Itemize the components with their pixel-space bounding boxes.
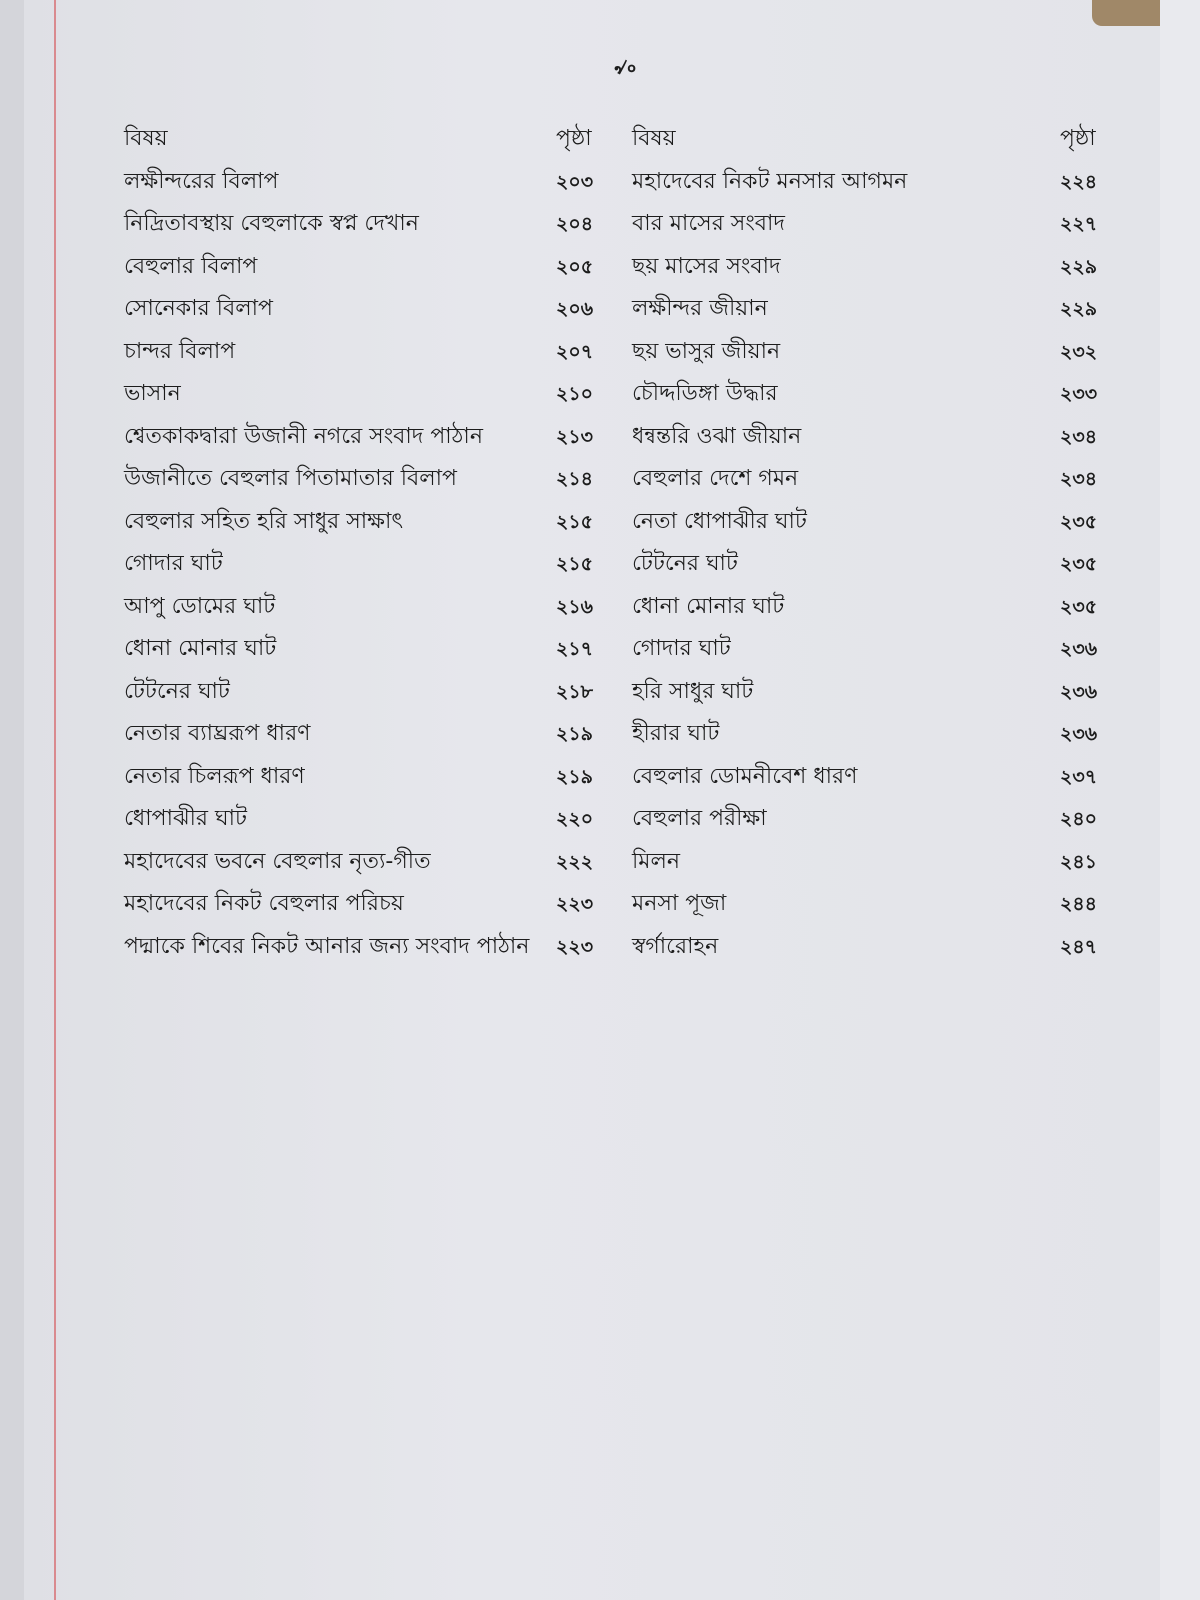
toc-entry: [632, 586, 1124, 629]
entry-page: ২১৫: [556, 510, 594, 533]
entry-title: লক্ষীন্দরের বিলাপ: [124, 168, 279, 194]
toc-entry: [124, 628, 604, 671]
entry-page: ২২৯: [1060, 298, 1098, 320]
entry-title: নিদ্রিতাবস্থায় বেহুলাকে স্বপ্ন দেখান: [124, 211, 419, 236]
entry-title: বার মাসের সংবাদ: [632, 211, 785, 236]
entry-page: ২৩৫: [1060, 510, 1098, 533]
entry-title: টেটনের ঘাট: [632, 551, 738, 576]
entry-page: ২৩২: [1060, 340, 1098, 363]
entry-title: গোদার ঘাট: [124, 551, 223, 576]
entry-page: ২২৭: [1060, 213, 1098, 235]
entry-title: ধন্বন্তরি ওঝা জীয়ান: [632, 423, 802, 449]
entry-title: শ্বেতকাকদ্বারা উজানী নগরে সংবাদ পাঠান: [124, 423, 483, 449]
toc-entry: [632, 756, 1124, 799]
entry-page: ২১৬: [556, 595, 594, 618]
entry-title: ভাসান: [124, 381, 181, 406]
header-subject: বিষয়: [124, 126, 168, 151]
entry-page: ২১৫: [556, 553, 594, 575]
entry-page: ২৩৬: [1060, 723, 1098, 745]
toc-entry: [124, 756, 604, 799]
entry-title: লক্ষীন্দর জীয়ান: [632, 296, 768, 321]
entry-page: ২১৩: [556, 425, 594, 448]
toc-entry: [632, 713, 1124, 756]
entry-title: বেহুলার দেশে গমন: [632, 466, 799, 491]
entry-page: ২০৩: [556, 170, 594, 193]
entry-page: ২৩৭: [1060, 765, 1098, 788]
entry-page: ২৩৫: [1060, 553, 1098, 575]
toc-entry: [632, 161, 1124, 204]
entry-page: ২২৯: [1060, 255, 1098, 278]
entry-title: ধোনা মোনার ঘাট: [124, 636, 277, 661]
entry-page: ২৩৪: [1060, 425, 1098, 448]
entry-title: আপু ডোমের ঘাট: [124, 593, 276, 619]
entry-page: ২৩৬: [1060, 638, 1098, 660]
entry-title: নেতার ব্যাঘ্ররূপ ধারণ: [124, 721, 311, 746]
entry-title: টেটনের ঘাট: [124, 678, 230, 704]
entry-title: স্বর্গারোহন: [632, 933, 719, 959]
entry-title: ধোপাঝীর ঘাট: [124, 806, 247, 831]
toc-entry: [632, 543, 1124, 586]
entry-title: বেহুলার বিলাপ: [124, 253, 258, 279]
page-number: ৵৹: [614, 55, 637, 80]
entry-page: ২৪১: [1060, 850, 1098, 873]
toc-entry: [124, 458, 604, 501]
toc-entry: [632, 416, 1124, 459]
toc-entry: [124, 841, 604, 884]
entry-title: ধোনা মোনার ঘাট: [632, 593, 785, 619]
entry-page: ২৪৪: [1060, 893, 1098, 915]
toc-entry: [632, 671, 1124, 714]
toc-entry: [124, 543, 604, 586]
entry-title: মনসা পূজা: [632, 891, 727, 916]
toc-entry: [632, 628, 1124, 671]
corner-tab: [1092, 0, 1160, 26]
entry-page: ২৪০: [1060, 808, 1098, 830]
entry-page: ২১৮: [556, 680, 594, 703]
toc-entry: [124, 416, 604, 459]
toc-entry: [124, 288, 604, 331]
toc-entry: [124, 713, 604, 756]
entry-page: ২২৩: [556, 893, 594, 915]
entry-page: ২০৭: [556, 340, 594, 363]
toc-entry: [124, 331, 604, 374]
entry-title: হীরার ঘাট: [632, 721, 720, 746]
entry-title: চান্দর বিলাপ: [124, 338, 236, 364]
entry-title: নেতা ধোপাঝীর ঘাট: [632, 508, 807, 534]
entry-page: ২৪৭: [1060, 935, 1098, 958]
entry-page: ২২৪: [1060, 170, 1098, 193]
toc-entry: [124, 501, 604, 544]
toc-header: [632, 118, 1124, 161]
toc-entry: [124, 926, 604, 969]
entry-title: মহাদেবের নিকট বেহুলার পরিচয়: [124, 891, 404, 916]
toc-entry: [124, 203, 604, 246]
page-edge-mark: [54, 0, 56, 1600]
entry-title: বেহুলার ডোমনীবেশ ধারণ: [632, 763, 858, 789]
entry-title: মিলন: [632, 848, 681, 874]
entry-title: বেহুলার সহিত হরি সাধুর সাক্ষাৎ: [124, 508, 404, 534]
toc-entry: [632, 841, 1124, 884]
entry-title: নেতার চিলরূপ ধারণ: [124, 763, 305, 789]
toc-entry: [632, 501, 1124, 544]
entry-page: ২১৯: [556, 723, 594, 745]
entry-page: ২১৪: [556, 468, 594, 490]
toc-entry: [124, 798, 604, 841]
entry-title: মহাদেবের নিকট মনসার আগমন: [632, 168, 908, 194]
toc-entry: [632, 246, 1124, 289]
toc-entry: [632, 798, 1124, 841]
entry-page: ২১৭: [556, 638, 594, 660]
entry-title: মহাদেবের ভবনে বেহুলার নৃত্য-গীত: [124, 848, 431, 874]
entry-page: ২০৪: [556, 213, 594, 235]
toc-entry: [632, 458, 1124, 501]
entry-title: ছয় মাসের সংবাদ: [632, 253, 781, 279]
entry-page: ২৩৫: [1060, 595, 1098, 618]
book-page: [24, 0, 1160, 1600]
toc-entry: [124, 161, 604, 204]
toc-entry: [632, 203, 1124, 246]
toc-entry: [632, 331, 1124, 374]
entry-page: ২৩৪: [1060, 468, 1098, 490]
entry-title: হরি সাধুর ঘাট: [632, 678, 754, 704]
toc-entry: [124, 246, 604, 289]
toc-entry: [632, 373, 1124, 416]
entry-title: সোনেকার বিলাপ: [124, 296, 273, 321]
entry-page: ২৩৩: [1060, 383, 1098, 405]
toc-entry: [124, 671, 604, 714]
toc-entry: [632, 926, 1124, 969]
toc-right-column: [632, 118, 1124, 968]
entry-page: ২২২: [556, 850, 594, 873]
toc-entry: [124, 373, 604, 416]
entry-title: পদ্মাকে শিবের নিকট আনার জন্য সংবাদ পাঠান: [124, 933, 530, 959]
toc-entry: [632, 288, 1124, 331]
header-page: পৃষ্ঠা: [556, 126, 592, 151]
entry-page: ২২০: [556, 808, 594, 830]
entry-title: গোদার ঘাট: [632, 636, 731, 661]
toc-entry: [124, 883, 604, 926]
entry-title: বেহুলার পরীক্ষা: [632, 806, 767, 831]
header-subject: বিষয়: [632, 126, 676, 151]
entry-page: ২১৯: [556, 765, 594, 788]
page-right-edge: [1160, 0, 1200, 1600]
header-page: পৃষ্ঠা: [1060, 126, 1096, 151]
entry-page: ২৩৬: [1060, 680, 1098, 703]
toc-header: [124, 118, 604, 161]
entry-page: ২০৫: [556, 255, 594, 278]
toc-entry: [124, 586, 604, 629]
entry-page: ২১০: [556, 383, 594, 405]
toc-entry: [632, 883, 1124, 926]
entry-title: চৌদ্দডিঙ্গা উদ্ধার: [632, 381, 778, 406]
entry-page: ২০৬: [556, 298, 594, 320]
entry-page: ২২৩: [556, 935, 594, 958]
entry-title: উজানীতে বেহুলার পিতামাতার বিলাপ: [124, 466, 457, 491]
toc-left-column: [124, 118, 604, 968]
entry-title: ছয় ভাসুর জীয়ান: [632, 338, 781, 364]
